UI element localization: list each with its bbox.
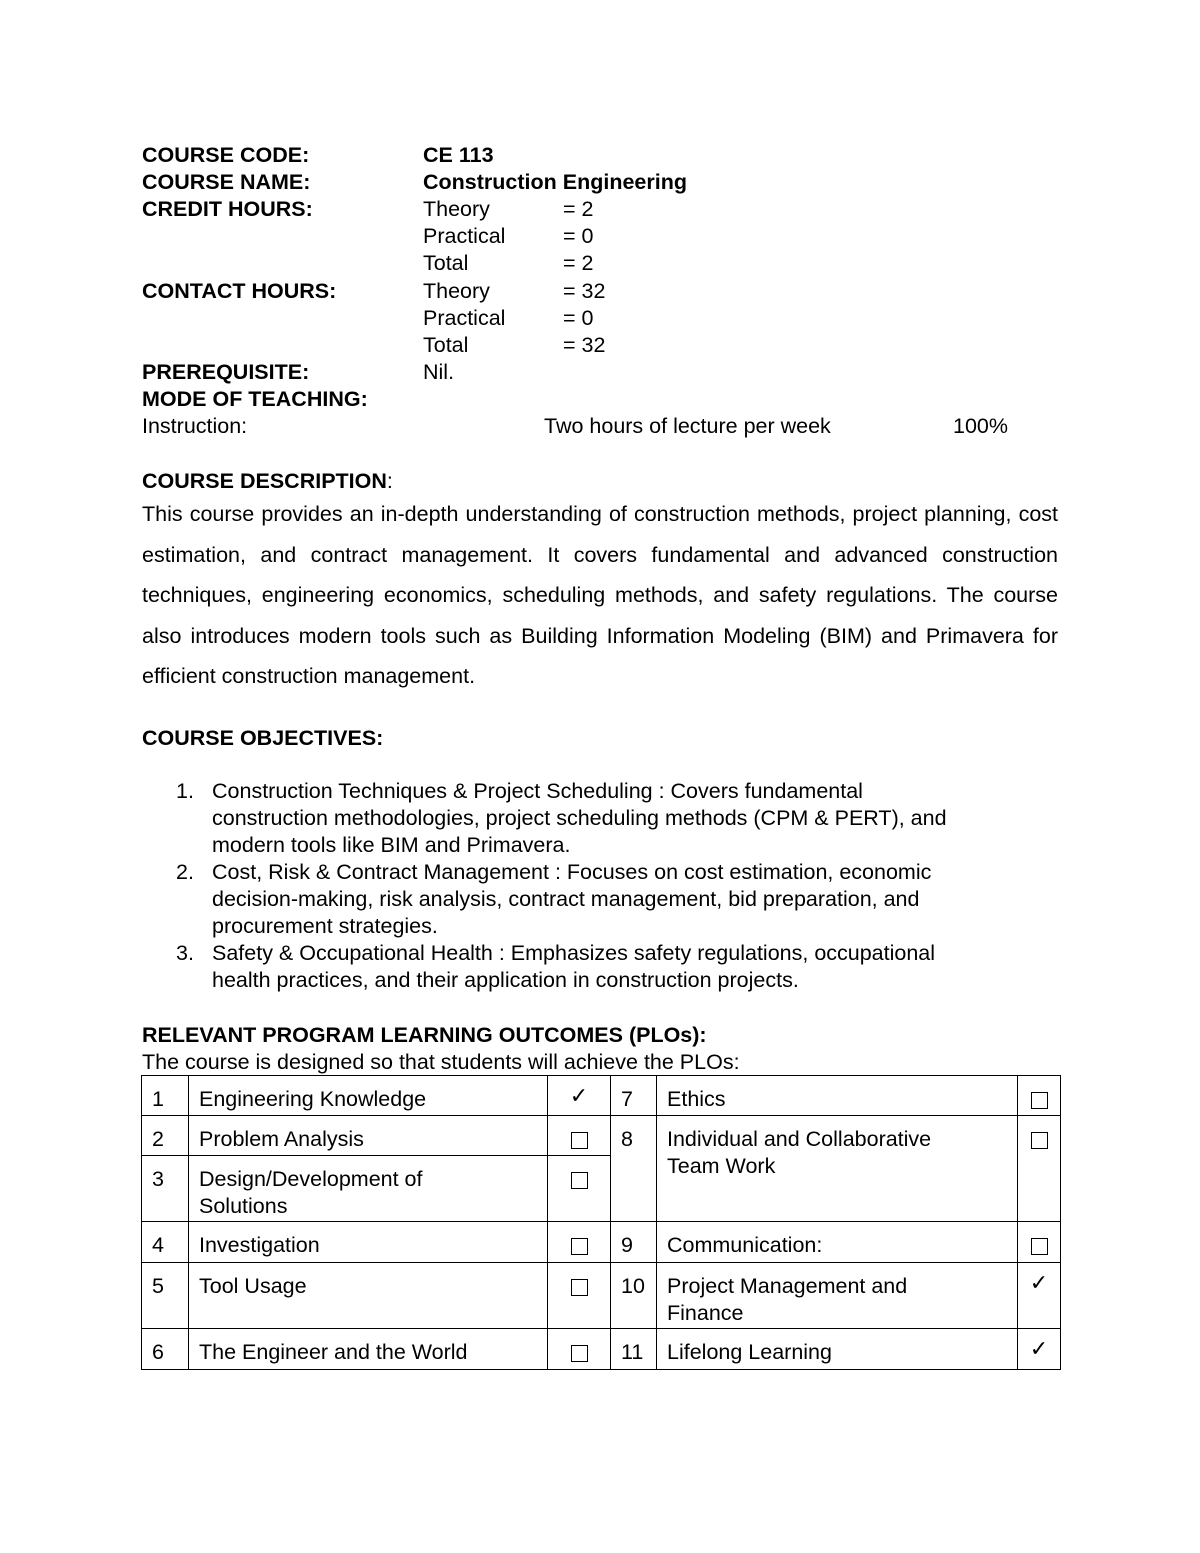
plo-row xyxy=(142,1329,1061,1370)
plo-number: 7 xyxy=(611,1076,657,1116)
plo-number: 1 xyxy=(142,1076,189,1116)
objective-number: 1. xyxy=(176,779,194,803)
credit-practical-value: = 0 xyxy=(563,224,594,248)
plo-checkbox[interactable] xyxy=(548,1156,611,1222)
plo-checkbox[interactable] xyxy=(548,1116,611,1156)
objective-item-2 xyxy=(142,859,1058,940)
objective-line: Safety & Occupational Health : Emphasizes safety regulations, occupational xyxy=(212,941,936,965)
plo-title-line: Design/Development of xyxy=(199,1167,423,1191)
objective-line: health practices, and their application in construction projects. xyxy=(212,968,799,992)
checkmark-icon: ✓ xyxy=(1029,1271,1049,1296)
plo-checkbox[interactable] xyxy=(548,1263,611,1329)
prerequisite-label: PREREQUISITE: xyxy=(142,360,310,384)
empty-checkbox-icon xyxy=(1031,1132,1048,1149)
plo-checkbox[interactable] xyxy=(548,1222,611,1263)
plo-title: Communication: xyxy=(657,1222,1018,1263)
checkmark-icon: ✓ xyxy=(569,1084,589,1109)
course-name-label: COURSE NAME: xyxy=(142,170,311,194)
objective-number: 3. xyxy=(176,941,194,965)
contact-theory-name: Theory xyxy=(423,279,490,303)
plo-title-line: Individual and Collaborative xyxy=(667,1127,932,1151)
objective-item-3 xyxy=(142,940,1058,994)
plo-title xyxy=(657,1263,1018,1329)
plo-checkbox[interactable] xyxy=(1018,1076,1061,1116)
objective-line: Construction Techniques & Project Scheduling : Covers fundamental xyxy=(212,779,863,803)
empty-checkbox-icon xyxy=(571,1132,588,1149)
course-code-value: CE 113 xyxy=(423,143,494,167)
plo-number: 2 xyxy=(142,1116,189,1156)
plo-title: The Engineer and the World xyxy=(189,1329,548,1370)
instruction-detail: Two hours of lecture per week xyxy=(544,414,831,438)
plo-number: 5 xyxy=(142,1263,189,1329)
course-description-text: This course provides an in-depth understanding of construction methods, project planning, cost estimation, and contract management. It covers fundamental and advanced construction techniques, engineering economics, scheduling methods, and safety regulations. The course also introduces modern tools such as Building Information Modeling (BIM) and Primavera for efficient construction management. xyxy=(142,502,1058,688)
plo-heading: RELEVANT PROGRAM LEARNING OUTCOMES (PLOs): xyxy=(142,1023,707,1047)
plo-title xyxy=(189,1156,548,1222)
instruction-percent: 100% xyxy=(953,414,1008,438)
plo-title: Engineering Knowledge xyxy=(189,1076,548,1116)
plo-number: 10 xyxy=(611,1263,657,1329)
course-description-heading-text: COURSE DESCRIPTION xyxy=(142,469,387,493)
objective-line: modern tools like BIM and Primavera. xyxy=(212,833,571,857)
credit-hours-label: CREDIT HOURS: xyxy=(142,197,313,221)
plo-title: Ethics xyxy=(657,1076,1018,1116)
credit-total-value: = 2 xyxy=(563,251,594,275)
plo-row xyxy=(142,1263,1061,1329)
plo-row xyxy=(142,1076,1061,1116)
plo-number: 3 xyxy=(142,1156,189,1222)
contact-practical-value: = 0 xyxy=(563,306,594,330)
plo-number: 11 xyxy=(611,1329,657,1370)
credit-practical-name: Practical xyxy=(423,224,506,248)
instruction-label: Instruction: xyxy=(142,414,248,438)
plo-title: Problem Analysis xyxy=(189,1116,548,1156)
plo-number: 8 xyxy=(611,1116,657,1222)
empty-checkbox-icon xyxy=(571,1238,588,1255)
prerequisite-value: Nil. xyxy=(423,360,455,384)
plo-row xyxy=(142,1222,1061,1263)
course-code-label: COURSE CODE: xyxy=(142,143,310,167)
empty-checkbox-icon xyxy=(571,1172,588,1189)
empty-checkbox-icon xyxy=(571,1279,588,1296)
plo-checkbox[interactable] xyxy=(548,1076,611,1116)
plo-intro: The course is designed so that students will achieve the PLOs: xyxy=(142,1050,740,1074)
contact-theory-value: = 32 xyxy=(563,279,606,303)
course-objectives-list xyxy=(142,778,1058,994)
credit-theory-name: Theory xyxy=(423,197,490,221)
credit-theory-value: = 2 xyxy=(563,197,594,221)
plo-checkbox[interactable] xyxy=(1018,1116,1061,1222)
plo-title xyxy=(657,1116,1018,1222)
course-description-colon: : xyxy=(386,469,393,493)
contact-practical-name: Practical xyxy=(423,306,506,330)
plo-title-line: Solutions xyxy=(199,1194,288,1218)
plo-title: Investigation xyxy=(189,1222,548,1263)
course-name-value: Construction Engineering xyxy=(423,170,687,194)
objective-item-1 xyxy=(142,778,1058,859)
plo-number: 9 xyxy=(611,1222,657,1263)
plo-checkbox[interactable] xyxy=(1018,1329,1061,1370)
objective-number: 2. xyxy=(176,860,194,884)
plo-row xyxy=(142,1116,1061,1156)
plo-table xyxy=(141,1075,1061,1370)
contact-total-value: = 32 xyxy=(563,333,606,357)
plo-title-line: Team Work xyxy=(667,1154,776,1178)
mode-of-teaching-label: MODE OF TEACHING: xyxy=(142,387,368,411)
plo-number: 6 xyxy=(142,1329,189,1370)
course-objectives-heading: COURSE OBJECTIVES: xyxy=(142,726,384,750)
checkmark-icon: ✓ xyxy=(1029,1337,1049,1362)
contact-total-name: Total xyxy=(423,333,469,357)
plo-title: Lifelong Learning xyxy=(657,1329,1018,1370)
plo-checkbox[interactable] xyxy=(1018,1263,1061,1329)
objective-line: Cost, Risk & Contract Management : Focuses on cost estimation, economic xyxy=(212,860,932,884)
plo-number: 4 xyxy=(142,1222,189,1263)
plo-title-line: Finance xyxy=(667,1301,744,1325)
empty-checkbox-icon xyxy=(1031,1092,1048,1109)
objective-line: construction methodologies, project scheduling methods (CPM & PERT), and xyxy=(212,806,947,830)
plo-checkbox[interactable] xyxy=(1018,1222,1061,1263)
course-description-heading xyxy=(142,468,393,495)
objective-line: procurement strategies. xyxy=(212,914,438,938)
plo-title: Tool Usage xyxy=(189,1263,548,1329)
credit-total-name: Total xyxy=(423,251,469,275)
plo-checkbox[interactable] xyxy=(548,1329,611,1370)
objective-line: decision-making, risk analysis, contract management, bid preparation, and xyxy=(212,887,920,911)
empty-checkbox-icon xyxy=(1031,1238,1048,1255)
empty-checkbox-icon xyxy=(571,1345,588,1362)
plo-title-line: Project Management and xyxy=(667,1274,908,1298)
contact-hours-label: CONTACT HOURS: xyxy=(142,279,337,303)
